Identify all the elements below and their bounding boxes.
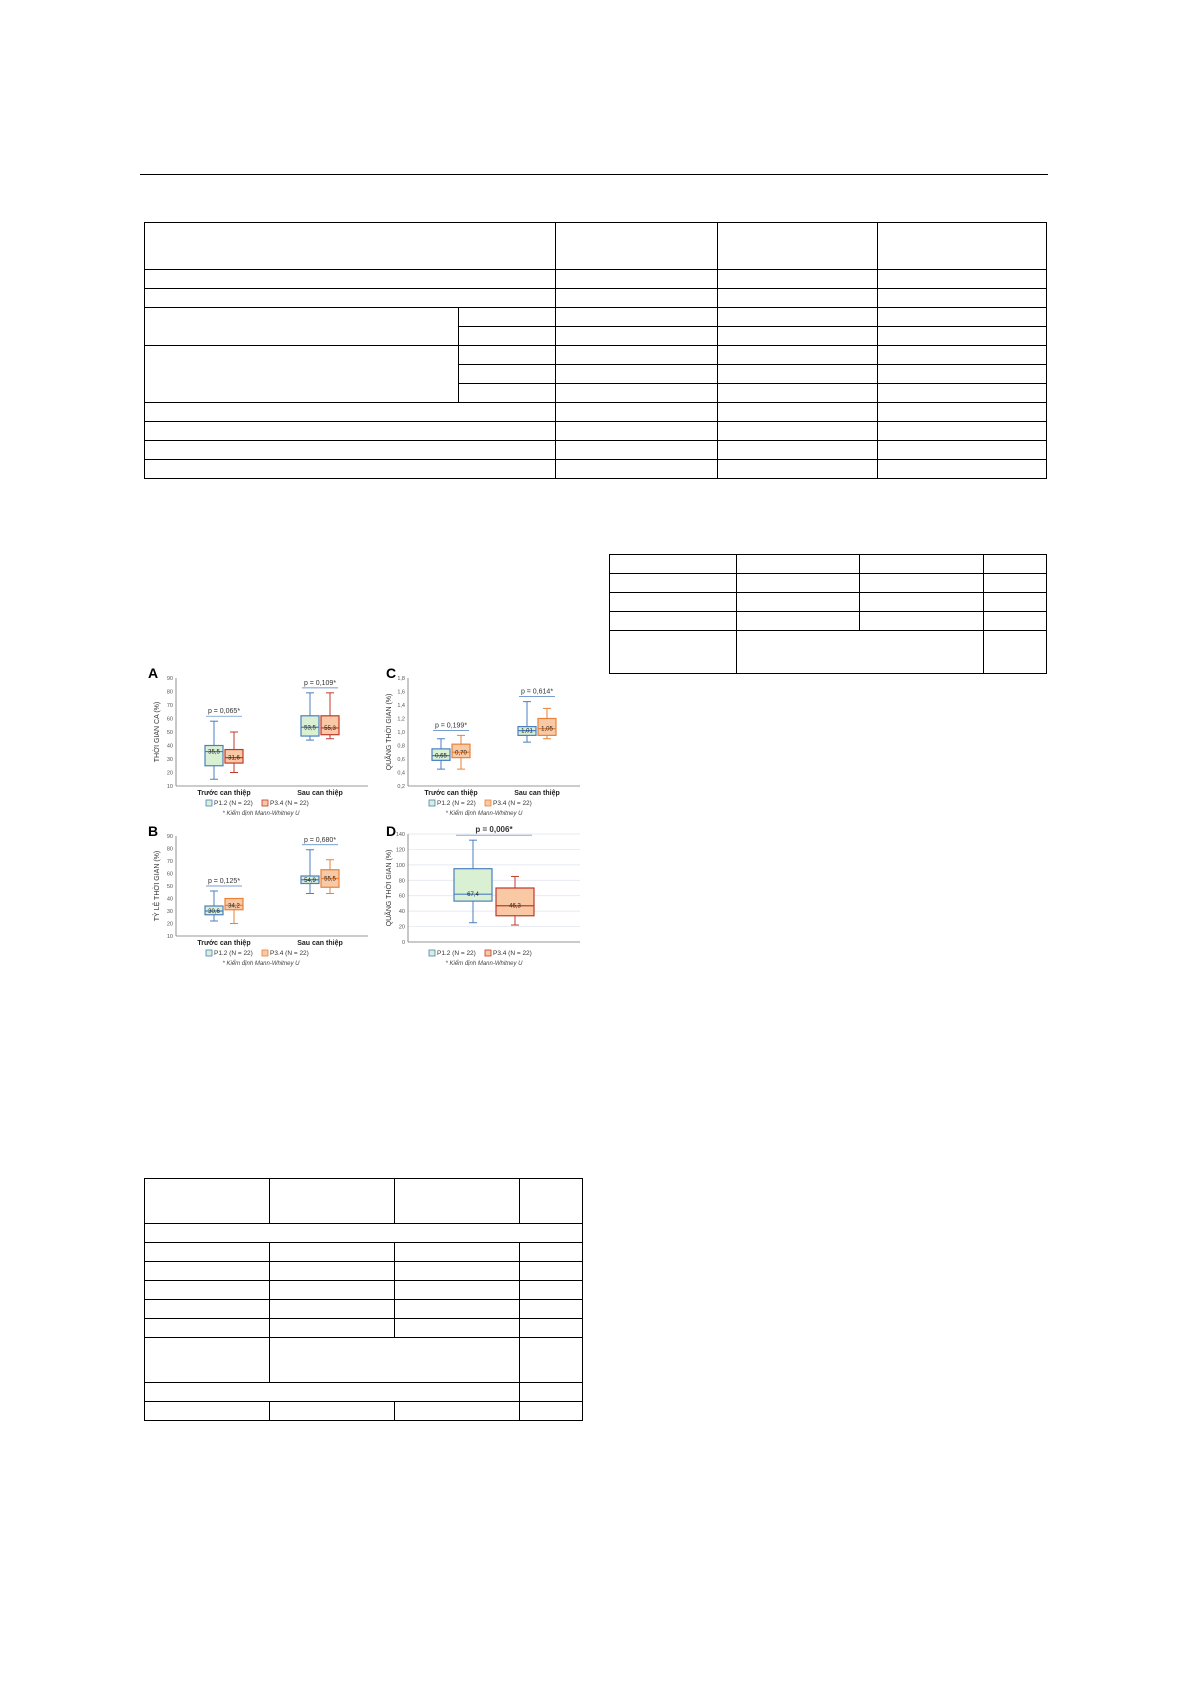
table-row [145,1224,583,1243]
legend-swatch [262,950,268,956]
figure-panel-a [146,664,376,826]
table-row [145,1383,583,1402]
legend-label: P3.4 (N = 22) [270,950,309,957]
legend-swatch [206,800,212,806]
figure-panel-d [384,822,584,976]
table-row [145,1338,583,1383]
y-tick-label: 80 [166,689,173,696]
y-tick-label: 50 [166,730,173,736]
table-row [145,441,1047,460]
y-tick-label: 30 [166,757,173,763]
table-row [145,1319,583,1338]
box-mark [205,746,223,766]
y-tick-label: 40 [398,909,405,916]
y-tick-label: 140 [395,832,405,838]
table-row [145,308,1047,327]
legend-swatch [485,950,491,956]
table-1 [144,222,1047,479]
y-tick-label: 70 [166,859,173,865]
figure-note: * Kiểm định Mann-Whitney U [445,961,523,967]
table-3 [144,1178,583,1421]
y-tick-label: 1,8 [397,676,405,682]
data-label: 35,5 [208,749,220,756]
y-tick-label: 40 [166,743,173,750]
y-tick-label: 0,8 [397,743,405,750]
y-tick-label: 1,2 [397,716,405,723]
figure-panel-c [384,664,584,826]
box-plot-b [146,822,376,976]
legend-swatch [206,950,212,956]
table-row [145,346,1047,365]
y-tick-label: 0,6 [397,757,405,763]
y-tick-label: 80 [398,878,405,885]
table-row [610,574,1047,593]
legend-label: P1.2 (N = 22) [437,800,476,807]
header-rule [140,174,1048,175]
table-row [145,1300,583,1319]
p-value-label: p = 0,680* [303,836,337,844]
y-tick-label: 1,4 [397,703,405,709]
y-tick-label: 90 [166,834,173,840]
x-category-label: Trước can thiệp [424,790,478,797]
data-label: 34,2 [228,903,240,910]
table-header-row [145,1179,583,1224]
y-axis-label: THỜI GIAN CA (%) [154,701,161,763]
data-label: 67,4 [467,892,479,899]
data-label: 54,9 [304,877,316,884]
p-value-label: p = 0,006* [475,825,513,835]
data-label: 55,3 [324,725,336,732]
table-row [145,403,1047,422]
y-tick-label: 1,6 [397,689,405,696]
y-tick-label: 90 [166,676,173,682]
y-tick-label: 60 [398,893,405,900]
data-label: 46,3 [509,903,521,910]
figure-note: * Kiểm định Mann-Whitney U [222,961,300,967]
figure-note: * Kiểm định Mann-Whitney U [222,811,300,817]
panel-label: A [148,665,159,681]
table-row [145,422,1047,441]
table-row [145,460,1047,479]
box-mark [496,888,534,916]
legend-label: P1.2 (N = 22) [214,950,253,957]
legend-swatch [262,800,268,806]
table-row [610,555,1047,574]
p-value-label: p = 0,125* [207,878,241,885]
data-label: 31,6 [228,755,240,762]
y-tick-label: 60 [166,716,173,723]
data-label: 1,05 [541,726,553,733]
y-tick-label: 70 [166,703,173,709]
panel-label: D [386,823,397,839]
legend-label: P3.4 (N = 22) [270,800,309,807]
table-row [145,270,1047,289]
table-row [610,631,1047,674]
legend-label: P1.2 (N = 22) [214,800,253,807]
y-tick-label: 20 [398,924,405,931]
legend-label: P1.2 (N = 22) [437,950,476,957]
p-value-label: p = 0,614* [520,688,554,696]
x-category-label: Sau can thiệp [514,790,560,797]
figure-panel-b [146,822,376,976]
y-tick-label: 0,4 [397,770,405,777]
legend-label: P3.4 (N = 22) [493,950,532,957]
data-label: 1,01 [521,728,533,735]
x-category-label: Sau can thiệp [297,790,343,797]
x-category-label: Trước can thiệp [197,790,251,797]
box-plot-a [146,664,376,826]
table-header-row [145,223,1047,270]
panel-label: C [386,665,397,681]
data-label: 53,5 [304,725,316,732]
y-tick-label: 120 [395,847,405,854]
y-tick-label: 10 [166,934,173,940]
data-label: 30,6 [208,909,220,915]
y-tick-label: 1,0 [397,730,405,736]
table-row [145,289,1047,308]
x-category-label: Trước can thiệp [197,940,251,947]
y-tick-label: 50 [166,884,173,890]
y-tick-label: 20 [166,921,173,928]
legend-swatch [429,950,435,956]
p-value-label: p = 0,065* [207,708,241,716]
p-value-label: p = 0,109* [303,679,337,687]
y-axis-label: QUÃNG THỜI GIAN (%) [386,849,393,927]
y-tick-label: 80 [166,846,173,853]
y-tick-label: 10 [166,784,173,790]
table-row [145,1262,583,1281]
y-tick-label: 20 [166,770,173,777]
y-tick-label: 30 [166,909,173,915]
box-plot-d [384,822,584,976]
y-tick-label: 60 [166,871,173,878]
data-label: 0,70 [455,750,467,757]
table-row [610,593,1047,612]
data-label: 55,5 [324,876,336,883]
legend-label: P3.4 (N = 22) [493,800,532,807]
y-tick-label: 100 [395,862,405,869]
legend-swatch [429,800,435,806]
panel-label: B [148,823,159,839]
table-row [145,1281,583,1300]
box-plot-c [384,664,584,826]
table-row [145,1402,583,1421]
table-row [610,612,1047,631]
p-value-label: p = 0,199* [434,722,468,730]
y-axis-label: QUÃNG THỜI GIAN (%) [386,693,393,771]
legend-swatch [485,800,491,806]
y-tick-label: 40 [166,896,173,903]
x-category-label: Sau can thiệp [297,940,343,947]
y-tick-label: 0 [401,940,405,946]
figure-note: * Kiểm định Mann-Whitney U [445,811,523,817]
table-row [145,1243,583,1262]
y-axis-label: TỶ LỆ THỜI GIAN (%) [154,850,161,922]
table-2 [609,554,1047,674]
data-label: 0,65 [435,753,447,760]
y-tick-label: 0,2 [397,784,405,790]
